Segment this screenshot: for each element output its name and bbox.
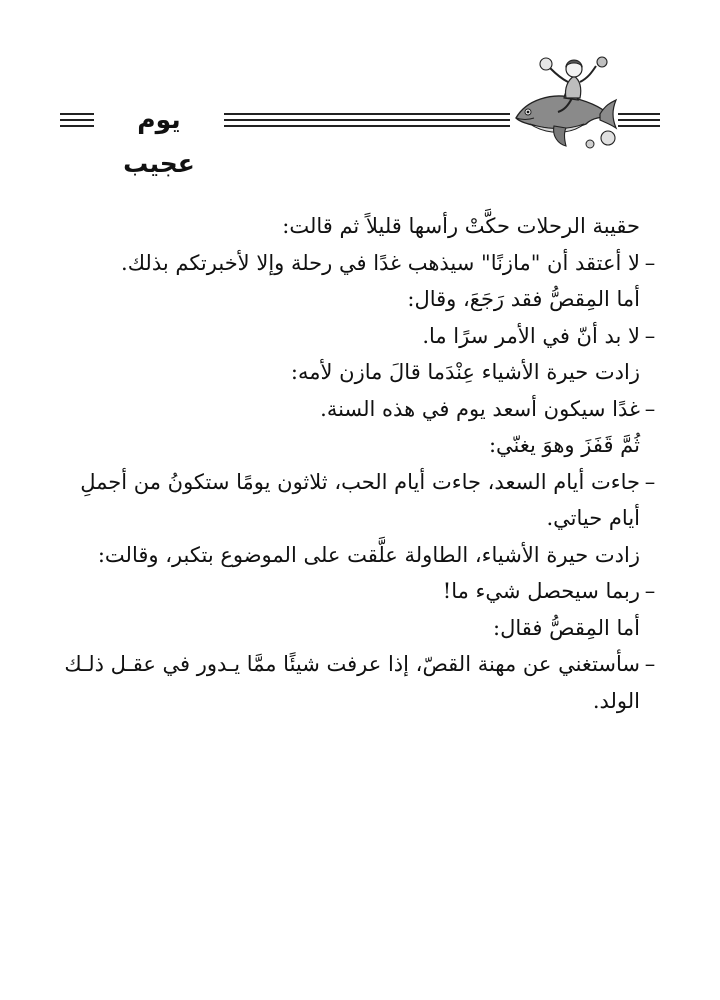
story-body xyxy=(60,208,660,719)
header-rule-right xyxy=(618,119,660,121)
dialog-line xyxy=(60,464,660,501)
header-rule-middle xyxy=(224,125,510,127)
narration-line: زادت حيرة الأشياء، الطاولة علَّقت على الموضوع بتكبر، وقالت: xyxy=(97,542,640,567)
page-title: يوم عجيب xyxy=(123,105,195,178)
dialog-continuation: أيام حياتي. xyxy=(546,506,640,530)
narration-line: ثُمَّ قَفَزَ وهوَ يغنّي: xyxy=(488,433,640,457)
dialog-line xyxy=(60,391,660,428)
dialog-line xyxy=(60,245,660,282)
dialog-dash: – xyxy=(644,323,656,348)
girl-riding-dolphin-icon xyxy=(508,52,618,152)
header-rule-left xyxy=(60,119,94,121)
narration-line: حقيبة الرحلات حكَّتْ رأسها قليلاً ثم قالت: xyxy=(282,214,640,238)
header-rule-right xyxy=(618,113,660,115)
dialog-text: ربما سيحصل شيء ما! xyxy=(442,579,640,603)
narration-line: أما المِقصُّ فقد رَجَعَ، وقال: xyxy=(407,287,640,311)
dialog-dash: – xyxy=(644,652,656,676)
header-rule-right xyxy=(618,125,660,127)
dialog-line xyxy=(60,646,660,683)
dialog-line xyxy=(60,318,660,355)
dialog-line xyxy=(60,573,660,610)
dialog-continuation: الولد. xyxy=(592,688,640,713)
header-rule-left xyxy=(60,113,94,115)
dialog-text: لا بد أنّ في الأمر سرًا ما. xyxy=(422,323,640,348)
dialog-dash: – xyxy=(644,469,656,494)
dialog-text: لا أعتقد أن "مازنًا" سيذهب غدًا في رحلة وإلا لأخبرتكم بذلك. xyxy=(121,250,640,275)
dialog-text: غدًا سيكون أسعد يوم في هذه السنة. xyxy=(320,396,640,421)
dialog-text: جاءت أيام السعد، جاءت أيام الحب، ثلاثون يومًا ستكونُ من أجملِ xyxy=(80,469,640,494)
dialog-text: سأستغني عن مهنة القصّ، إذا عرفت شيئًا ممَّا يـدور في عقـل ذلـك xyxy=(64,652,640,676)
header-rule-left xyxy=(60,125,94,127)
header-rule-middle xyxy=(224,119,510,121)
page-header xyxy=(0,0,720,190)
narration-line: زادت حيرة الأشياء عِنْدَما قالَ مازن لأمه: xyxy=(290,360,640,384)
dialog-dash: – xyxy=(644,396,656,421)
header-rule-middle xyxy=(224,113,510,115)
dialog-dash: – xyxy=(644,579,656,603)
dialog-dash: – xyxy=(644,250,656,275)
narration-line: أما المِقصُّ فقال: xyxy=(493,615,640,640)
